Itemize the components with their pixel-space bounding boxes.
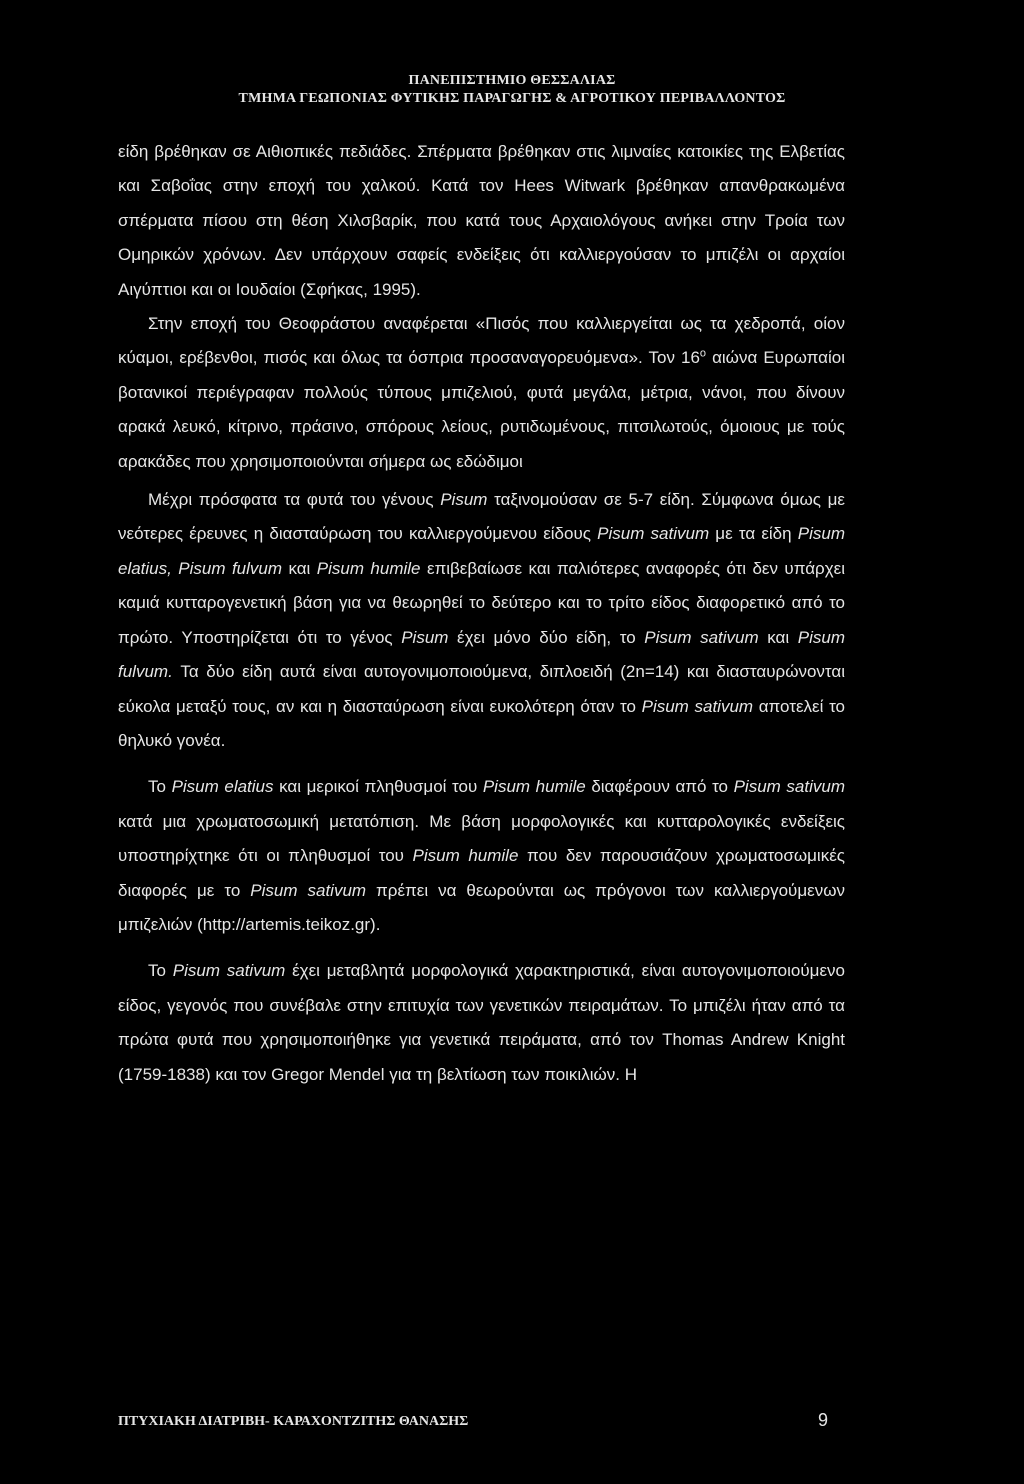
text-run: και μερικοί πληθυσμοί του [273,777,483,797]
university-name: ΠΑΝΕΠΙΣΤΗΜΙΟ ΘΕΣΣΑΛΙΑΣ [408,73,616,88]
paragraph-2 [118,307,845,479]
text-run: που δεν παρουσιάζουν χρωματοσωμικές διαφορές με το [118,846,845,900]
text-run: ταξινομούσαν σε 5-7 είδη. Σύμφωνα όμως με νεότερες έρευνες η διασταύρωση του καλλιεργούμενου είδους [118,490,845,544]
species-name: Pisum fulvum. [118,627,845,682]
text-run: επιβεβαίωσε και παλιότερες αναφορές ότι δεν υπάρχει καμιά κυτταρογενετική βάση για να θεωρηθεί το δεύτερο και το τρίτο είδος διαφορετικό από το πρώτο. Υποστηρίζεται ότι το γένος [118,558,845,647]
body-text [118,135,845,1092]
text-run: αιώνα Ευρωπαίοι βοτανικοί περιέγραφαν πολλούς τύπους μπιζελιού, φυτά μεγάλα, μέτρια, νάνοι, που δίνουν αρακά λευκό, κίτρινο, πράσινο, σπόρους λείους, ρυτιδωμένους, πιτσιλωτούς, όμοιους με τούς αρακάδες που χρησιμοποιούνται σήμερα ως εδώδιμοι [118,348,845,471]
paragraph-5 [118,954,845,1092]
page-header [0,72,1024,108]
text-run: Στην εποχή του Θεοφράστου αναφέρεται «Πισός που καλλιεργείται ως τα χεδροπά, οίον κύαμοι, ερέβενθοι, πισός και όλως τα όσπρια προσαναγορευόμενα». Τον 16 [118,314,845,368]
text-run: Το [148,777,172,797]
species-name: Pisum humile [316,558,421,578]
species-name: Pisum humile [412,846,519,866]
species-name: Pisum sativum [644,627,759,647]
text-run: αποτελεί το θηλυκό γονέα. [118,696,845,750]
text-run: κατά μια χρωματοσωμική μετατόπιση. Με βάση μορφολογικές και κυτταρολογικές ενδείξεις υποστηρίχτηκε ότι οι πληθυσμοί του [118,811,845,866]
text-run: διαφέρουν από το [585,777,734,797]
page-number: 9 [818,1410,829,1430]
text-run: πρέπει να θεωρούνται ως πρόγονοι των καλλιεργούμενων μπιζελιών (http://artemis.teikoz.gr). [118,880,845,934]
superscript: ο [699,347,707,360]
paragraph-3 [118,483,845,758]
footer-title: ΠΤΥΧΙΑΚΗ ΔΙΑΤΡΙΒΗ- ΚΑΡΑΧΟΝΤΖΙΤΗΣ ΘΑΝΑΣΗΣ [118,1414,469,1429]
species-name: Pisum [401,627,449,647]
species-name: Pisum elatius, Pisum fulvum [118,524,845,578]
text-run: έχει μόνο δύο είδη, το [448,627,645,647]
text-run: Το [148,961,173,981]
text-run: και [758,627,798,647]
text-run: και [282,558,317,578]
text-run: Μέχρι πρόσφατα τα φυτά του γένους [148,490,441,510]
text-run: έχει μεταβλητά μορφολογικά χαρακτηριστικά, είναι αυτογονιμοποιούμενο είδος, γεγονός που συνέβαλε στην επιτυχία των γενετικών πειραμάτων. Το μπιζέλι ήταν από τα πρώτα φυτά που χρησιμοποιήθηκε για γενετικά πειράματα, από τον Thomas Andrew Knight (1759-1838) και τον Gregor Mendel για τη βελτίωση των ποικιλιών. Η [118,961,845,1084]
species-name: Pisum humile [482,777,586,797]
paragraph-4 [118,770,845,942]
species-name: Pisum sativum [733,777,845,797]
text-run: Τα δύο είδη αυτά είναι αυτογονιμοποιούμενα, διπλοειδή (2n=14) και διασταυρώνονται εύκολα μεταξύ τους, αν και η διασταύρωση είναι ευκολότερη όταν το [118,662,845,716]
paragraph-1 [118,135,845,307]
text-run: με τα είδη [709,524,798,544]
species-name: Pisum sativum [250,880,367,900]
species-name: Pisum sativum [172,961,286,981]
species-name: Pisum sativum [597,524,710,544]
species-name: Pisum elatius [171,777,274,797]
text-run: είδη βρέθηκαν σε Αιθιοπικές πεδιάδες. Σπέρματα βρέθηκαν στις λιμναίες κατοικίες της Ελβετίας και Σαβοΐας στην εποχή του χαλκού. Κατά τον Hees Witwark βρέθηκαν απανθρακωμένα σπέρματα πίσου στη θέση Χιλσβαρίκ, που κατά τους Αρχαιολόγους ανήκει στην Τροία των Ομηρικών χρόνων. Δεν υπάρχουν σαφείς ενδείξεις ότι καλλιεργούσαν το μπιζέλι οι αρχαίοι Αιγύπτιοι και οι Ιουδαίοι (Σφήκας, 1995). [118,142,845,299]
department-name: ΤΜΗΜΑ ΓΕΩΠΟΝΙΑΣ ΦΥΤΙΚΗΣ ΠΑΡΑΓΩΓΗΣ & ΑΓΡΟΤΙΚΟΥ ΠΕΡΙΒΑΛΛΟΝΤΟΣ [238,91,786,106]
species-name: Pisum [440,490,488,510]
species-name: Pisum sativum [641,696,754,716]
